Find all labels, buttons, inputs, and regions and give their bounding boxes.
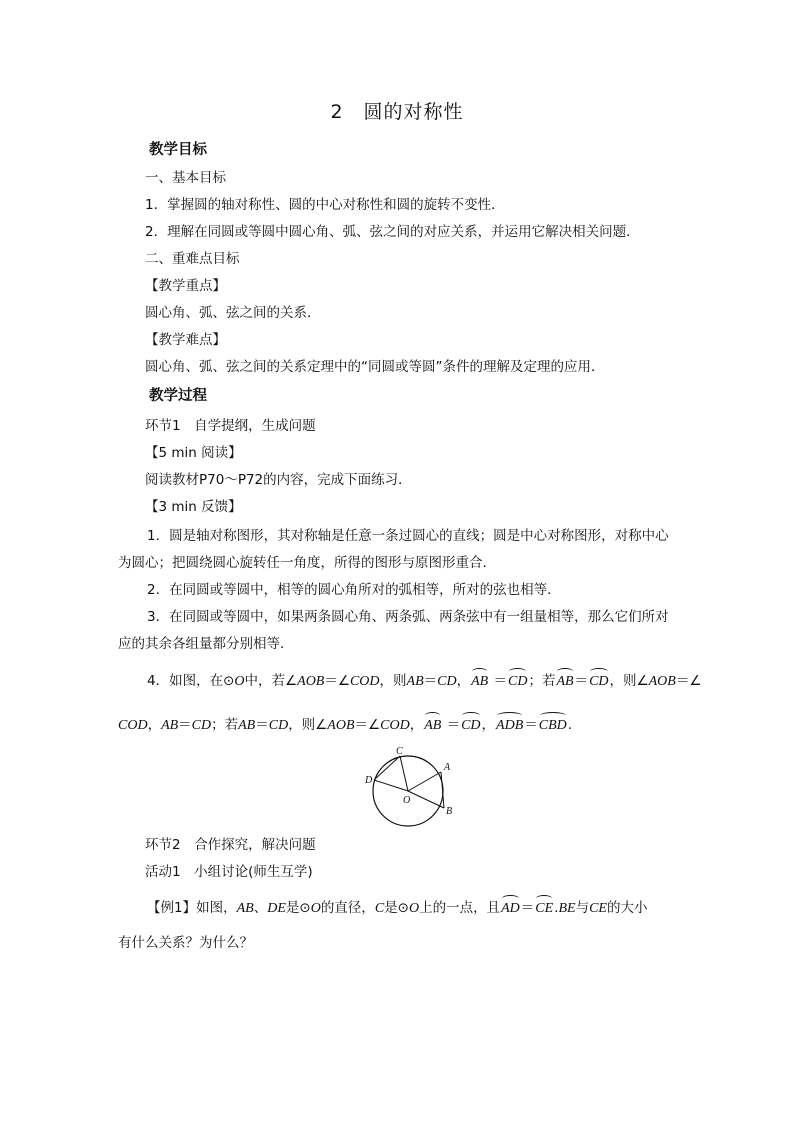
difficulty-heading: 【教学难点】 [145, 332, 226, 348]
symbol: O [408, 901, 420, 916]
answer-1-line-1: 1．圆是轴对称图形，其对称轴是任意一条过圆心的直线；圆是中心对称图形，对称中心 [147, 528, 669, 544]
arc-symbol: CD [461, 718, 481, 733]
text: . [567, 717, 573, 733]
subheading-key-points: 二、重难点目标 [145, 251, 240, 267]
chord-cd [374, 756, 400, 780]
text: 4．如图，在⊙ [147, 673, 235, 689]
label-c: C [396, 746, 403, 757]
text: 是⊙ [384, 900, 409, 916]
symbol: O [310, 901, 321, 916]
title-number: 2 [330, 101, 344, 123]
stage-1-heading: 环节1 自学提纲，生成问题 [145, 418, 316, 434]
key-point-text: 圆心角、弧、弦之间的关系． [145, 305, 321, 321]
text: ， [481, 717, 496, 733]
label-b: B [446, 806, 453, 817]
text: 上的一点，且 [419, 900, 501, 916]
subheading-basic-goals: 一、基本目标 [145, 170, 226, 186]
example-label: 【例1】 [147, 900, 197, 916]
radius-od [374, 780, 408, 791]
arc-symbol: AB [471, 674, 489, 689]
label-a: A [444, 762, 451, 773]
circle-figure [362, 744, 462, 834]
symbol: BE [558, 901, 576, 916]
text: ；若 [211, 717, 239, 733]
example-1-line-2: 有什么关系？为什么？ [118, 935, 253, 951]
symbol: O [234, 674, 245, 689]
symbol: AB [238, 718, 256, 733]
text: ， [456, 673, 471, 689]
answer-4-line-2 [118, 716, 572, 735]
text: ，则∠ [288, 717, 328, 733]
symbol: COD [118, 718, 148, 733]
arc-symbol: AD [501, 901, 520, 916]
arc-symbol: CD [589, 674, 609, 689]
goal-item-1: 1．掌握圆的轴对称性、圆的中心对称性和圆的旋转不变性． [145, 197, 505, 213]
text: ， [409, 717, 424, 733]
radius-oa [408, 772, 441, 791]
example-1-line-1 [147, 899, 647, 918]
symbol: DE [267, 901, 286, 916]
page-title [0, 100, 794, 124]
answer-4-line-1 [147, 672, 701, 691]
text: 是⊙ [285, 900, 311, 916]
activity-1-heading: 活动1 小组讨论(师生互学) [145, 864, 313, 880]
title-text: 圆的对称性 [363, 101, 464, 123]
text: ＝ [255, 717, 269, 733]
text: 的直径， [320, 900, 375, 916]
answer-3-line-1: 3．在同圆或等圆中，如果两条圆心角、两条弧、两条弦中有一组量相等，那么它们所对 [147, 609, 669, 625]
text: ＝ [520, 900, 535, 916]
text: ＝∠ [324, 673, 350, 689]
text: ＝∠ [354, 717, 381, 733]
reading-instruction: 阅读教材P70～P72的内容，完成下面练习． [145, 472, 412, 488]
arc-symbol: CD [508, 674, 528, 689]
text: ，则∠ [609, 673, 649, 689]
text: ， [147, 717, 162, 733]
answer-3-line-2: 应的其余各组量都分别相等． [118, 636, 294, 652]
radius-ob [408, 791, 444, 808]
radius-oc [400, 756, 408, 791]
text: 与 [575, 900, 590, 916]
arc-symbol: CE [535, 901, 554, 916]
text: 中，若∠ [244, 673, 298, 689]
symbol: AOB [297, 674, 325, 689]
text: ＝∠ [675, 673, 702, 689]
arc-symbol: AB [424, 718, 442, 733]
answer-2: 2．在同圆或等圆中，相等的圆心角所对的弧相等，所对的弦也相等． [147, 582, 561, 598]
section-heading-process: 教学过程 [149, 388, 207, 404]
text: 的大小 [606, 900, 648, 916]
symbol: AB [236, 901, 254, 916]
symbol: AOB [327, 718, 355, 733]
arc-symbol: ADB [496, 718, 524, 733]
symbol: CD [191, 718, 212, 733]
symbol: AOB [648, 674, 676, 689]
label-o: O [403, 795, 411, 806]
text: ＝ [489, 673, 507, 689]
section-heading-objectives: 教学目标 [149, 142, 207, 158]
label-d: D [365, 775, 373, 786]
arc-symbol: AB [556, 674, 574, 689]
symbol: AB [161, 718, 179, 733]
symbol: CD [437, 674, 457, 689]
arc-symbol: CBD [538, 718, 567, 733]
symbol: COD [380, 718, 410, 733]
text: 如图， [196, 900, 237, 916]
goal-item-2: 2．理解在同圆或等圆中圆心角、弧、弦之间的对应关系，并运用它解决相关问题． [145, 224, 640, 240]
feedback-heading: 【3 min 反馈】 [145, 499, 242, 515]
reading-heading: 【5 min 阅读】 [145, 445, 242, 461]
difficulty-text: 圆心角、弧、弦之间的关系定理中的“同圆或等圆”条件的理解及定理的应用． [145, 359, 605, 375]
text: 、 [253, 900, 268, 916]
symbol: C [374, 901, 385, 916]
text: ＝ [442, 717, 461, 733]
answer-1-line-2: 为圆心；把圆绕圆心旋转任一角度，所得的图形与原图形重合． [118, 555, 496, 571]
text: ；若 [528, 673, 556, 689]
stage-2-heading: 环节2 合作探究，解决问题 [145, 837, 316, 853]
key-point-heading: 【教学重点】 [145, 278, 226, 294]
text: ，则 [379, 673, 407, 689]
text: ＝ [423, 673, 438, 689]
symbol: CE [589, 901, 607, 916]
text: ＝ [524, 717, 538, 733]
symbol: COD [349, 674, 380, 689]
symbol: AB [406, 674, 424, 689]
text: ＝ [178, 717, 192, 733]
symbol: CD [268, 718, 289, 733]
text: . [554, 900, 559, 916]
text: ＝ [574, 673, 589, 689]
